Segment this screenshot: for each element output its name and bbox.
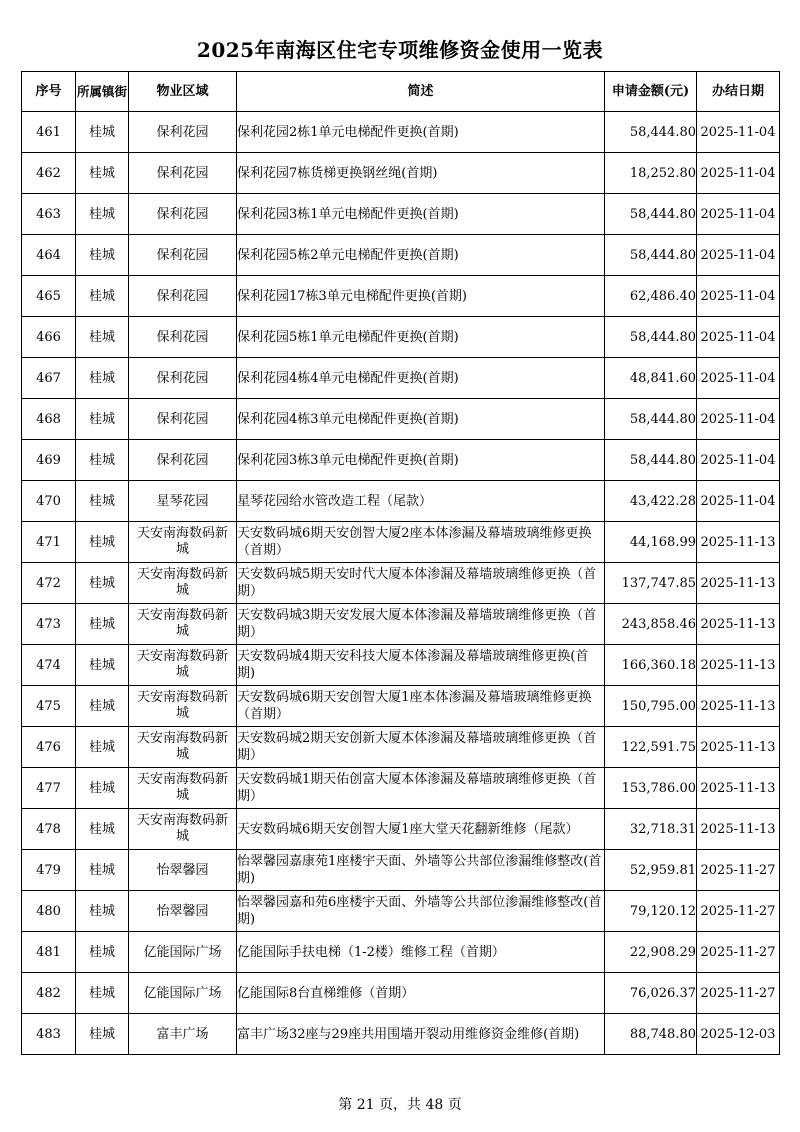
cell-amount: 22,908.29 (605, 932, 697, 973)
cell-amount: 58,444.80 (605, 317, 697, 358)
cell-no: 473 (22, 604, 76, 645)
header-town: 所属镇街 (76, 72, 129, 112)
fund-usage-table (21, 71, 780, 1055)
cell-town: 桂城 (76, 522, 129, 563)
cell-date: 2025-11-04 (697, 235, 780, 276)
area-text: 保利花园 (156, 247, 209, 263)
area-text: 保利花园 (156, 206, 209, 222)
cell-amount: 62,486.40 (605, 276, 697, 317)
cell-desc: 怡翠馨园嘉康苑1座楼宇天面、外墙等公共部位渗漏维修整改(首期) (237, 850, 605, 891)
cell-area (129, 850, 237, 891)
table-row (22, 358, 780, 399)
cell-town: 桂城 (76, 153, 129, 194)
cell-area (129, 522, 237, 563)
cell-desc: 保利花园7栋货梯更换钢丝绳(首期) (237, 153, 605, 194)
cell-no: 467 (22, 358, 76, 399)
cell-amount: 137,747.85 (605, 563, 697, 604)
table-row (22, 891, 780, 932)
cell-town: 桂城 (76, 317, 129, 358)
table-row (22, 399, 780, 440)
cell-date: 2025-11-13 (697, 563, 780, 604)
cell-no: 474 (22, 645, 76, 686)
cell-town: 桂城 (76, 973, 129, 1014)
cell-town: 桂城 (76, 645, 129, 686)
cell-desc: 保利花园5栋2单元电梯配件更换(首期) (237, 235, 605, 276)
cell-date: 2025-11-04 (697, 440, 780, 481)
cell-date: 2025-11-13 (697, 768, 780, 809)
cell-desc: 天安数码城1期天佑创富大厦本体渗漏及幕墙玻璃维修更换（首期） (237, 768, 605, 809)
cell-amount: 150,795.00 (605, 686, 697, 727)
cell-amount: 32,718.31 (605, 809, 697, 850)
cell-amount: 58,444.80 (605, 399, 697, 440)
cell-date: 2025-11-13 (697, 604, 780, 645)
header-desc: 简述 (237, 72, 605, 112)
table-row (22, 686, 780, 727)
cell-date: 2025-11-27 (697, 850, 780, 891)
cell-date: 2025-12-03 (697, 1014, 780, 1055)
cell-area (129, 563, 237, 604)
table-row (22, 645, 780, 686)
cell-desc: 保利花园3栋1单元电梯配件更换(首期) (237, 194, 605, 235)
cell-town: 桂城 (76, 440, 129, 481)
area-text: 富丰广场 (156, 1026, 209, 1042)
area-text: 保利花园 (156, 329, 209, 345)
area-text: 保利花园 (156, 452, 209, 468)
cell-area (129, 686, 237, 727)
cell-area (129, 153, 237, 194)
cell-amount: 122,591.75 (605, 727, 697, 768)
cell-desc: 天安数码城6期天安创智大厦2座本体渗漏及幕墙玻璃维修更换（首期） (237, 522, 605, 563)
cell-no: 479 (22, 850, 76, 891)
table-row (22, 768, 780, 809)
cell-town: 桂城 (76, 563, 129, 604)
cell-desc: 天安数码城2期天安创新大厦本体渗漏及幕墙玻璃维修更换（首期） (237, 727, 605, 768)
cell-date: 2025-11-13 (697, 522, 780, 563)
cell-town: 桂城 (76, 809, 129, 850)
cell-no: 466 (22, 317, 76, 358)
cell-amount: 76,026.37 (605, 973, 697, 1014)
table-row (22, 153, 780, 194)
table-row (22, 809, 780, 850)
cell-area (129, 481, 237, 522)
cell-no: 468 (22, 399, 76, 440)
area-text: 保利花园 (156, 288, 209, 304)
table-row (22, 522, 780, 563)
area-text: 亿能国际广场 (143, 944, 222, 960)
table-body (22, 112, 780, 1055)
table-row (22, 481, 780, 522)
cell-date: 2025-11-04 (697, 358, 780, 399)
cell-no: 462 (22, 153, 76, 194)
cell-area (129, 891, 237, 932)
table-row (22, 932, 780, 973)
cell-no: 470 (22, 481, 76, 522)
cell-amount: 48,841.60 (605, 358, 697, 399)
cell-date: 2025-11-04 (697, 481, 780, 522)
area-text: 怡翠馨园 (156, 903, 209, 919)
table-row (22, 727, 780, 768)
cell-amount: 58,444.80 (605, 440, 697, 481)
cell-desc: 亿能国际8台直梯维修（首期） (237, 973, 605, 1014)
cell-no: 475 (22, 686, 76, 727)
cell-town: 桂城 (76, 399, 129, 440)
cell-town: 桂城 (76, 932, 129, 973)
cell-no: 472 (22, 563, 76, 604)
cell-area (129, 112, 237, 153)
cell-area (129, 727, 237, 768)
area-text: 天安南海数码新城 (136, 567, 228, 598)
header-no: 序号 (22, 72, 76, 112)
table-row (22, 194, 780, 235)
cell-area (129, 768, 237, 809)
cell-desc: 亿能国际手扶电梯（1-2楼）维修工程（首期） (237, 932, 605, 973)
cell-town: 桂城 (76, 850, 129, 891)
cell-no: 477 (22, 768, 76, 809)
cell-desc: 天安数码城5期天安时代大厦本体渗漏及幕墙玻璃维修更换（首期） (237, 563, 605, 604)
cell-town: 桂城 (76, 604, 129, 645)
cell-desc: 天安数码城4期天安科技大厦本体渗漏及幕墙玻璃维修更换(首期) (237, 645, 605, 686)
cell-town: 桂城 (76, 276, 129, 317)
cell-amount: 153,786.00 (605, 768, 697, 809)
cell-town: 桂城 (76, 481, 129, 522)
cell-desc: 天安数码城3期天安发展大厦本体渗漏及幕墙玻璃维修更换（首期） (237, 604, 605, 645)
cell-town: 桂城 (76, 235, 129, 276)
area-text: 天安南海数码新城 (136, 526, 228, 557)
cell-town: 桂城 (76, 194, 129, 235)
cell-amount: 52,959.81 (605, 850, 697, 891)
table-row (22, 440, 780, 481)
cell-area (129, 358, 237, 399)
table-header-row (22, 72, 780, 112)
header-amount: 申请金额(元) (605, 72, 697, 112)
cell-amount: 58,444.80 (605, 112, 697, 153)
cell-desc: 保利花园5栋1单元电梯配件更换(首期) (237, 317, 605, 358)
cell-date: 2025-11-04 (697, 317, 780, 358)
cell-area (129, 276, 237, 317)
cell-town: 桂城 (76, 358, 129, 399)
cell-no: 463 (22, 194, 76, 235)
cell-town: 桂城 (76, 891, 129, 932)
cell-desc: 天安数码城6期天安创智大厦1座大堂天花翻新维修（尾款） (237, 809, 605, 850)
cell-desc: 富丰广场32座与29座共用围墙开裂动用维修资金维修(首期) (237, 1014, 605, 1055)
cell-date: 2025-11-13 (697, 686, 780, 727)
area-text: 天安南海数码新城 (136, 690, 228, 721)
table-row (22, 850, 780, 891)
cell-amount: 88,748.80 (605, 1014, 697, 1055)
area-text: 保利花园 (156, 370, 209, 386)
page-footer: 第 21 页，共 48 页 (338, 1097, 462, 1113)
cell-desc: 天安数码城6期天安创智大厦1座本体渗漏及幕墙玻璃维修更换（首期） (237, 686, 605, 727)
cell-area (129, 1014, 237, 1055)
cell-area (129, 973, 237, 1014)
cell-desc: 保利花园4栋4单元电梯配件更换(首期) (237, 358, 605, 399)
cell-desc: 保利花园17栋3单元电梯配件更换(首期) (237, 276, 605, 317)
table-row (22, 317, 780, 358)
cell-no: 461 (22, 112, 76, 153)
header-date: 办结日期 (697, 72, 780, 112)
area-text: 天安南海数码新城 (136, 649, 228, 680)
cell-area (129, 235, 237, 276)
cell-no: 481 (22, 932, 76, 973)
cell-town: 桂城 (76, 112, 129, 153)
cell-amount: 58,444.80 (605, 194, 697, 235)
area-text: 天安南海数码新城 (136, 813, 228, 844)
cell-area (129, 645, 237, 686)
cell-date: 2025-11-04 (697, 112, 780, 153)
cell-town: 桂城 (76, 768, 129, 809)
cell-no: 465 (22, 276, 76, 317)
cell-desc: 保利花园3栋3单元电梯配件更换(首期) (237, 440, 605, 481)
cell-no: 480 (22, 891, 76, 932)
cell-area (129, 194, 237, 235)
table-row (22, 276, 780, 317)
cell-area (129, 440, 237, 481)
table-row (22, 563, 780, 604)
cell-date: 2025-11-27 (697, 973, 780, 1014)
area-text: 怡翠馨园 (156, 862, 209, 878)
area-text: 天安南海数码新城 (136, 731, 228, 762)
cell-town: 桂城 (76, 727, 129, 768)
cell-date: 2025-11-13 (697, 645, 780, 686)
page-title: 2025年南海区住宅专项维修资金使用一览表 (196, 38, 604, 62)
cell-date: 2025-11-27 (697, 891, 780, 932)
cell-no: 464 (22, 235, 76, 276)
cell-no: 476 (22, 727, 76, 768)
cell-desc: 保利花园2栋1单元电梯配件更换(首期) (237, 112, 605, 153)
cell-area (129, 317, 237, 358)
cell-date: 2025-11-27 (697, 932, 780, 973)
area-text: 亿能国际广场 (143, 985, 222, 1001)
cell-area (129, 604, 237, 645)
area-text: 星琴花园 (156, 493, 209, 509)
cell-town: 桂城 (76, 1014, 129, 1055)
table-row (22, 973, 780, 1014)
cell-amount: 18,252.80 (605, 153, 697, 194)
cell-no: 469 (22, 440, 76, 481)
cell-date: 2025-11-04 (697, 194, 780, 235)
cell-date: 2025-11-04 (697, 276, 780, 317)
cell-desc: 保利花园4栋3单元电梯配件更换(首期) (237, 399, 605, 440)
cell-no: 471 (22, 522, 76, 563)
cell-town: 桂城 (76, 686, 129, 727)
cell-amount: 79,120.12 (605, 891, 697, 932)
cell-amount: 243,858.46 (605, 604, 697, 645)
cell-area (129, 809, 237, 850)
cell-desc: 怡翠馨园嘉和苑6座楼宇天面、外墙等公共部位渗漏维修整改(首期) (237, 891, 605, 932)
cell-amount: 43,422.28 (605, 481, 697, 522)
area-text: 保利花园 (156, 124, 209, 140)
header-area: 物业区域 (129, 72, 237, 112)
cell-date: 2025-11-13 (697, 727, 780, 768)
cell-area (129, 399, 237, 440)
table-row (22, 1014, 780, 1055)
cell-no: 483 (22, 1014, 76, 1055)
area-text: 保利花园 (156, 411, 209, 427)
cell-area (129, 932, 237, 973)
area-text: 保利花园 (156, 165, 209, 181)
cell-no: 478 (22, 809, 76, 850)
cell-date: 2025-11-13 (697, 809, 780, 850)
table-row (22, 112, 780, 153)
area-text: 天安南海数码新城 (136, 608, 228, 639)
area-text: 天安南海数码新城 (136, 772, 228, 803)
cell-amount: 58,444.80 (605, 235, 697, 276)
cell-no: 482 (22, 973, 76, 1014)
cell-desc: 星琴花园给水管改造工程（尾款） (237, 481, 605, 522)
table-row (22, 235, 780, 276)
cell-amount: 166,360.18 (605, 645, 697, 686)
cell-date: 2025-11-04 (697, 153, 780, 194)
cell-amount: 44,168.99 (605, 522, 697, 563)
table-row (22, 604, 780, 645)
cell-date: 2025-11-04 (697, 399, 780, 440)
